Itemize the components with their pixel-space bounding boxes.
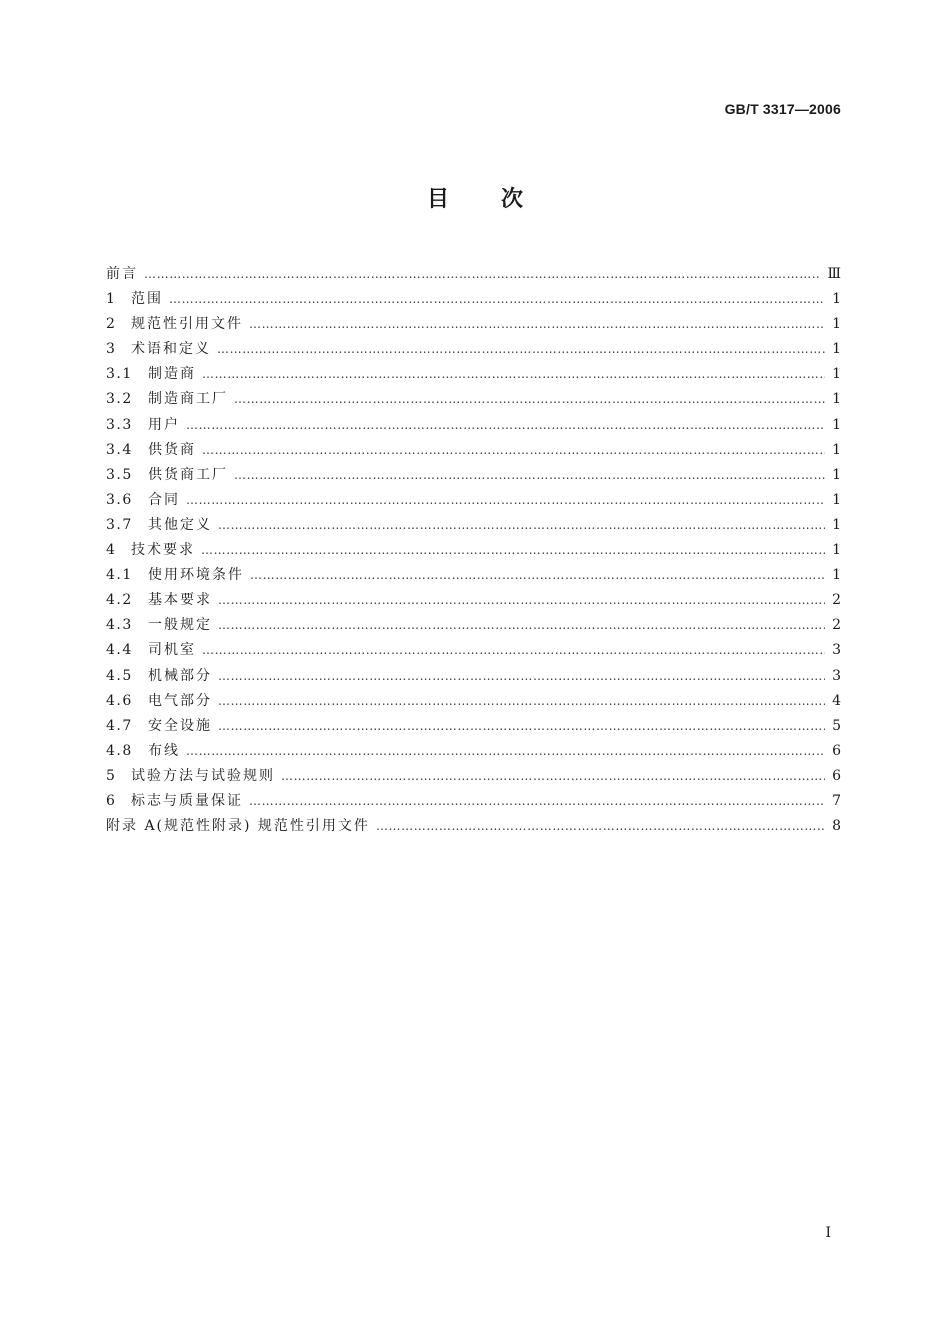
toc-entry[interactable] [106, 764, 841, 789]
toc-entry[interactable] [106, 538, 841, 563]
toc-entry-page: 1 [832, 316, 841, 333]
toc-entry-label: 标志与质量保证 [131, 792, 243, 809]
toc-entry[interactable] [106, 463, 841, 488]
toc-entry-number: 4 [106, 542, 117, 559]
toc-entry-label: 技术要求 [131, 542, 195, 559]
toc-entry-label: 用户 [148, 416, 180, 433]
toc-entry-page: 6 [832, 767, 841, 784]
toc-entry[interactable] [106, 337, 841, 362]
toc-entry[interactable] [106, 312, 841, 337]
toc-entry[interactable] [106, 814, 841, 839]
toc-entry-number: 3 [106, 341, 117, 358]
toc-entry-label: 机械部分 [148, 667, 212, 684]
toc-entry[interactable] [106, 664, 841, 689]
toc-dot-leader [169, 287, 825, 312]
toc-dot-leader [234, 463, 825, 488]
toc-entry-page: 2 [832, 592, 841, 609]
toc-entry-page: 1 [832, 391, 841, 408]
toc-dot-leader [218, 714, 825, 739]
toc-entry-number: 3.6 [106, 491, 133, 508]
toc-entry-number: 4.5 [106, 667, 133, 684]
toc-entry-label: 范围 [131, 291, 163, 308]
toc-entry-page: 5 [832, 717, 841, 734]
toc-entry-label: 供货商工厂 [148, 466, 228, 483]
toc-entry[interactable] [106, 438, 841, 463]
toc-entry[interactable] [106, 287, 841, 312]
toc-entry-page: 1 [832, 416, 841, 433]
standard-number: GB/T 3317—2006 [724, 101, 841, 117]
toc-dot-leader [249, 789, 825, 814]
toc-dot-leader [202, 638, 825, 663]
toc-entry-page: 1 [832, 341, 841, 358]
toc-entry-page: 6 [832, 742, 841, 759]
toc-entry-number: 3.1 [106, 366, 133, 383]
toc-entry-number: 4.1 [106, 567, 133, 584]
toc-dot-leader [249, 312, 825, 337]
toc-entry-page: 2 [832, 617, 841, 634]
toc-dot-leader [376, 814, 825, 839]
toc-dot-leader [186, 488, 825, 513]
toc-dot-leader [281, 764, 825, 789]
toc-entry-page: 1 [832, 291, 841, 308]
toc-entry-number: 3.2 [106, 391, 133, 408]
toc-dot-leader [217, 337, 825, 362]
toc-entry-label: 合同 [148, 491, 180, 508]
toc-entry[interactable] [106, 362, 841, 387]
toc-entry-number: 3.4 [106, 441, 133, 458]
toc-entry-label: 其他定义 [148, 516, 212, 533]
toc-entry-label: 司机室 [148, 642, 196, 659]
toc-dot-leader [202, 362, 825, 387]
toc-entry-label: 规范性引用文件 [131, 316, 243, 333]
toc-entry-page: 4 [832, 692, 841, 709]
toc-entry[interactable] [106, 563, 841, 588]
toc-entry-page: 1 [832, 466, 841, 483]
toc-entry[interactable] [106, 262, 841, 287]
page-title-char-1: 目 [426, 187, 449, 212]
toc-entry[interactable] [106, 387, 841, 412]
toc-entry-label: 术语和定义 [131, 341, 211, 358]
toc-dot-leader [186, 413, 825, 438]
toc-entry-number: 4.6 [106, 692, 133, 709]
toc-entry[interactable] [106, 513, 841, 538]
toc-entry-label: 附录 A(规范性附录) 规范性引用文件 [106, 818, 370, 835]
page-title [0, 182, 950, 213]
toc-entry-label: 电气部分 [148, 692, 212, 709]
toc-entry-page: 1 [832, 567, 841, 584]
toc-entry-number: 4.2 [106, 592, 133, 609]
toc-entry-number: 3.7 [106, 516, 133, 533]
toc-entry-page: 1 [832, 366, 841, 383]
toc-dot-leader [250, 563, 825, 588]
toc-dot-leader [201, 538, 825, 563]
toc-entry-page: 1 [832, 491, 841, 508]
toc-entry-number: 1 [106, 291, 117, 308]
page-number: I [825, 1225, 831, 1241]
toc-entry[interactable] [106, 613, 841, 638]
toc-entry-number: 4.8 [106, 742, 133, 759]
toc-entry-page: 3 [832, 667, 841, 684]
toc-entry-number: 3.5 [106, 466, 133, 483]
toc-entry[interactable] [106, 789, 841, 814]
toc-entry-label: 制造商 [148, 366, 196, 383]
page-title-char-2: 次 [501, 187, 524, 212]
toc-entry-number: 3.3 [106, 416, 133, 433]
toc-entry-page: 1 [832, 542, 841, 559]
toc-entry[interactable] [106, 739, 841, 764]
toc-entry-number: 5 [106, 767, 117, 784]
toc-entry-number: 4.4 [106, 642, 133, 659]
toc-dot-leader [218, 513, 825, 538]
toc-dot-leader [202, 438, 825, 463]
toc-entry-page: 1 [832, 441, 841, 458]
toc-entry-label: 前言 [106, 266, 138, 282]
toc-entry[interactable] [106, 638, 841, 663]
toc-entry-label: 一般规定 [148, 617, 212, 634]
toc-entry[interactable] [106, 588, 841, 613]
toc-entry-label: 使用环境条件 [148, 567, 244, 584]
toc-entry-page: 8 [832, 818, 841, 835]
toc-entry[interactable] [106, 689, 841, 714]
toc-entry-label: 安全设施 [148, 717, 212, 734]
toc-dot-leader [218, 613, 825, 638]
toc-entry-page: Ⅲ [827, 266, 841, 282]
toc-entry-page: 7 [832, 792, 841, 809]
toc-entry-label: 试验方法与试验规则 [131, 767, 275, 784]
toc-entry-number: 2 [106, 316, 117, 333]
toc-entry-number: 6 [106, 792, 117, 809]
toc-dot-leader [218, 588, 825, 613]
toc-entry-label: 制造商工厂 [148, 391, 228, 408]
toc-dot-leader [144, 262, 821, 287]
toc-entry-label: 基本要求 [148, 592, 212, 609]
toc-entry-page: 1 [832, 516, 841, 533]
toc-dot-leader [218, 689, 825, 714]
toc-entry[interactable] [106, 714, 841, 739]
toc-dot-leader [186, 739, 825, 764]
toc-entry-label: 布线 [148, 742, 180, 759]
toc-dot-leader [234, 387, 825, 412]
table-of-contents [106, 262, 841, 839]
toc-dot-leader [218, 664, 825, 689]
toc-entry-label: 供货商 [148, 441, 196, 458]
toc-entry-number: 4.7 [106, 717, 133, 734]
toc-entry-page: 3 [832, 642, 841, 659]
toc-entry-number: 4.3 [106, 617, 133, 634]
toc-entry[interactable] [106, 488, 841, 513]
toc-entry[interactable] [106, 413, 841, 438]
